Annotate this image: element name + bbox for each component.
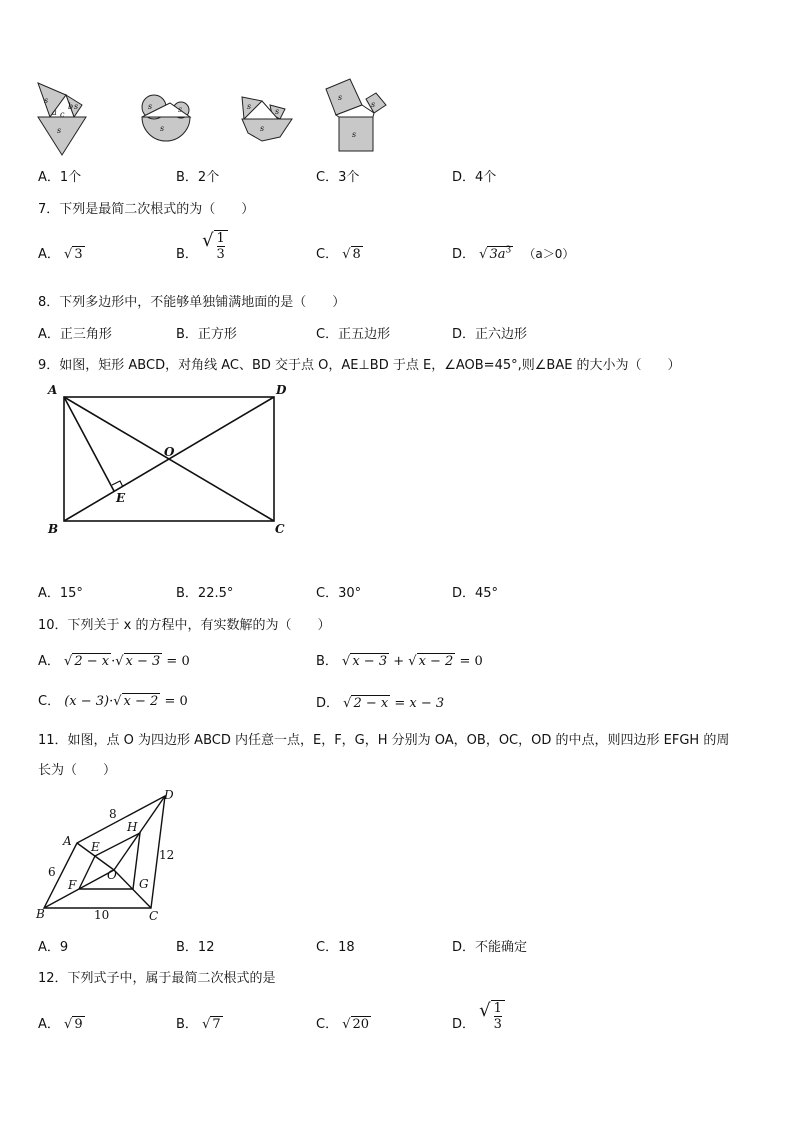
q11-label-o: O — [107, 868, 117, 882]
q11-option-b: B．12 — [176, 940, 215, 955]
q10-option-c: C． (x − 3)·√ x − 2 = 0 — [38, 694, 188, 709]
q10-c-tail: = 0 — [160, 694, 188, 709]
q11-length-bc: 10 — [94, 908, 110, 922]
q7-stem: 7．下列是最简二次根式的为（ ） — [38, 202, 255, 217]
fig1-b-label: b — [68, 102, 74, 111]
fig2-s3-label: s — [160, 124, 165, 133]
q7-b-denominator: 3 — [216, 247, 225, 262]
q7-option-b: B． √ $\frac{1}{3}$ — [176, 230, 228, 262]
q6-option-b: B．2个 — [176, 170, 220, 185]
q7-option-c: C． √ 8 — [316, 247, 361, 262]
q10-d-radical: 2 − x — [353, 696, 389, 711]
q10-option-b: B． √ x − 3 + √ x − 2 = 0 — [316, 654, 483, 669]
q7-c-prefix: C． — [316, 247, 339, 262]
fig2-s1-label: s — [148, 102, 153, 111]
q7-d-condition: （a＞0） — [523, 247, 575, 261]
q9-label-e: E — [116, 491, 126, 505]
q12-a-prefix: A． — [38, 1017, 60, 1032]
q9-option-d: D．45° — [452, 586, 499, 601]
q11-figure — [30, 785, 190, 925]
q9-figure — [40, 378, 300, 543]
q11-label-f: F — [68, 878, 77, 892]
q10-a-radical-2: x − 3 — [125, 654, 161, 669]
q11-label-g: G — [139, 877, 149, 891]
right-angle-mark — [112, 481, 123, 487]
q11-label-h: H — [127, 820, 138, 834]
q9-option-b: B．22.5° — [176, 586, 234, 601]
q9-label-b: B — [48, 522, 59, 536]
q10-option-a: A． √ 2 − x ·√ x − 3 = 0 — [38, 654, 190, 669]
q7-d-radicand: 3a — [489, 247, 506, 262]
fig3-s3-label: s — [260, 124, 265, 133]
q10-a-tail: = 0 — [162, 654, 190, 669]
q9-label-c: C — [275, 522, 285, 536]
q12-stem: 12．下列式子中，属于最简二次根式的是 — [38, 971, 276, 986]
q11-label-b: B — [36, 907, 45, 921]
q10-b-radical-2: x − 2 — [418, 654, 454, 669]
q12-b-radicand: 7 — [212, 1017, 221, 1032]
q10-c-paren: (x − 3) — [64, 694, 110, 709]
q10-c-radical: x − 2 — [123, 694, 159, 709]
q8-option-c: C．正五边形 — [316, 327, 391, 342]
q10-b-prefix: B． — [316, 654, 338, 669]
q12-option-c: C． √ 20 — [316, 1017, 370, 1032]
q11-length-ad: 8 — [109, 807, 117, 821]
q12-c-radicand: 20 — [352, 1017, 370, 1032]
q7-d-exponent: 3 — [505, 245, 512, 256]
q9-label-a: A — [48, 383, 58, 397]
q12-option-d: D． √ $\frac{1}{3}$ — [452, 1000, 505, 1032]
fig3-s2-label: s — [275, 107, 280, 116]
q8-option-d: D．正六边形 — [452, 327, 528, 342]
q12-c-prefix: C． — [316, 1017, 339, 1032]
q6-option-d: D．4个 — [452, 170, 497, 185]
q11-stem-line-2: 长为（ ） — [38, 763, 117, 778]
q12-d-denominator: 3 — [493, 1017, 502, 1032]
q7-d-prefix: D． — [452, 247, 476, 262]
q7-a-prefix: A． — [38, 247, 60, 262]
q12-d-prefix: D． — [452, 1017, 476, 1032]
q12-b-prefix: B． — [176, 1017, 198, 1032]
fig4-s3-label: s — [352, 130, 357, 139]
q10-a-prefix: A． — [38, 654, 60, 669]
q6-figure-1 — [38, 83, 86, 155]
q9-label-o: O — [164, 445, 175, 459]
q7-c-radicand: 8 — [352, 247, 361, 262]
q11-length-cd: 12 — [159, 848, 175, 862]
q7-b-numerator: 1 — [216, 231, 225, 246]
q10-option-d: D． √ 2 − x = x − 3 — [316, 696, 445, 711]
fig1-c-label: c — [60, 110, 65, 119]
q10-d-prefix: D． — [316, 696, 340, 711]
fig4-s1-label: s — [338, 93, 343, 102]
fig1-s2-label: s — [74, 102, 79, 111]
q12-d-numerator: 1 — [493, 1001, 502, 1016]
q11-option-c: C．18 — [316, 940, 355, 955]
q6-option-a: A．1个 — [38, 170, 82, 185]
q12-a-radicand: 9 — [74, 1017, 83, 1032]
q10-d-tail: = x − 3 — [390, 696, 445, 711]
q10-stem: 10．下列关于 x 的方程中，有实数解的为（ ） — [38, 618, 331, 633]
q10-a-radical-1: 2 − x — [74, 654, 110, 669]
q7-b-prefix: B． — [176, 247, 198, 262]
q7-a-radicand: 3 — [74, 247, 83, 262]
q9-option-a: A．15° — [38, 586, 83, 601]
fig4-s2-label: s — [371, 100, 376, 109]
fig1-s1-label: s — [44, 96, 49, 105]
q11-label-d: D — [164, 788, 174, 802]
q10-c-prefix: C． — [38, 694, 61, 709]
q12-option-a: A． √ 9 — [38, 1017, 83, 1032]
q8-option-b: B．正方形 — [176, 327, 237, 342]
q9-label-d: D — [276, 383, 287, 397]
q11-label-a: A — [63, 834, 72, 848]
q7-option-d: D． √ $3a^3$ （a＞0） — [452, 245, 575, 262]
q9-stem: 9．如图，矩形 ABCD，对角线 AC、BD 交于点 O，AE⊥BD 于点 E，∠AOB=45°,则∠BAE 的大小为（ ） — [38, 358, 681, 373]
q10-b-radical-1: x − 3 — [352, 654, 388, 669]
q6-figures — [30, 75, 400, 160]
q6-figure-4 — [326, 79, 386, 151]
fig2-s2-label: s — [178, 105, 183, 114]
q11-option-d: D．不能确定 — [452, 940, 528, 955]
q9-option-c: C．30° — [316, 586, 362, 601]
fig1-s3-label: s — [57, 126, 62, 135]
q6-option-c: C．3个 — [316, 170, 360, 185]
q10-b-tail: = 0 — [455, 654, 483, 669]
fig3-s1-label: s — [247, 102, 252, 111]
q11-stem-line-1: 11．如图，点 O 为四边形 ABCD 内任意一点，E，F，G，H 分别为 OA，OB，OC，OD 的中点，则四边形 EFGH 的周 — [38, 733, 730, 748]
q11-option-a: A．9 — [38, 940, 69, 955]
q8-stem: 8．下列多边形中，不能够单独铺满地面的是（ ） — [38, 295, 346, 310]
q11-length-ab: 6 — [48, 865, 56, 879]
q11-label-c: C — [149, 909, 159, 923]
q11-label-e: E — [91, 840, 100, 854]
q12-option-b: B． √ 7 — [176, 1017, 221, 1032]
q7-option-a: A． √ 3 — [38, 247, 83, 262]
fig1-a-label: a — [52, 108, 57, 117]
quadrilateral-abcd — [44, 796, 165, 908]
q8-option-a: A．正三角形 — [38, 327, 112, 342]
